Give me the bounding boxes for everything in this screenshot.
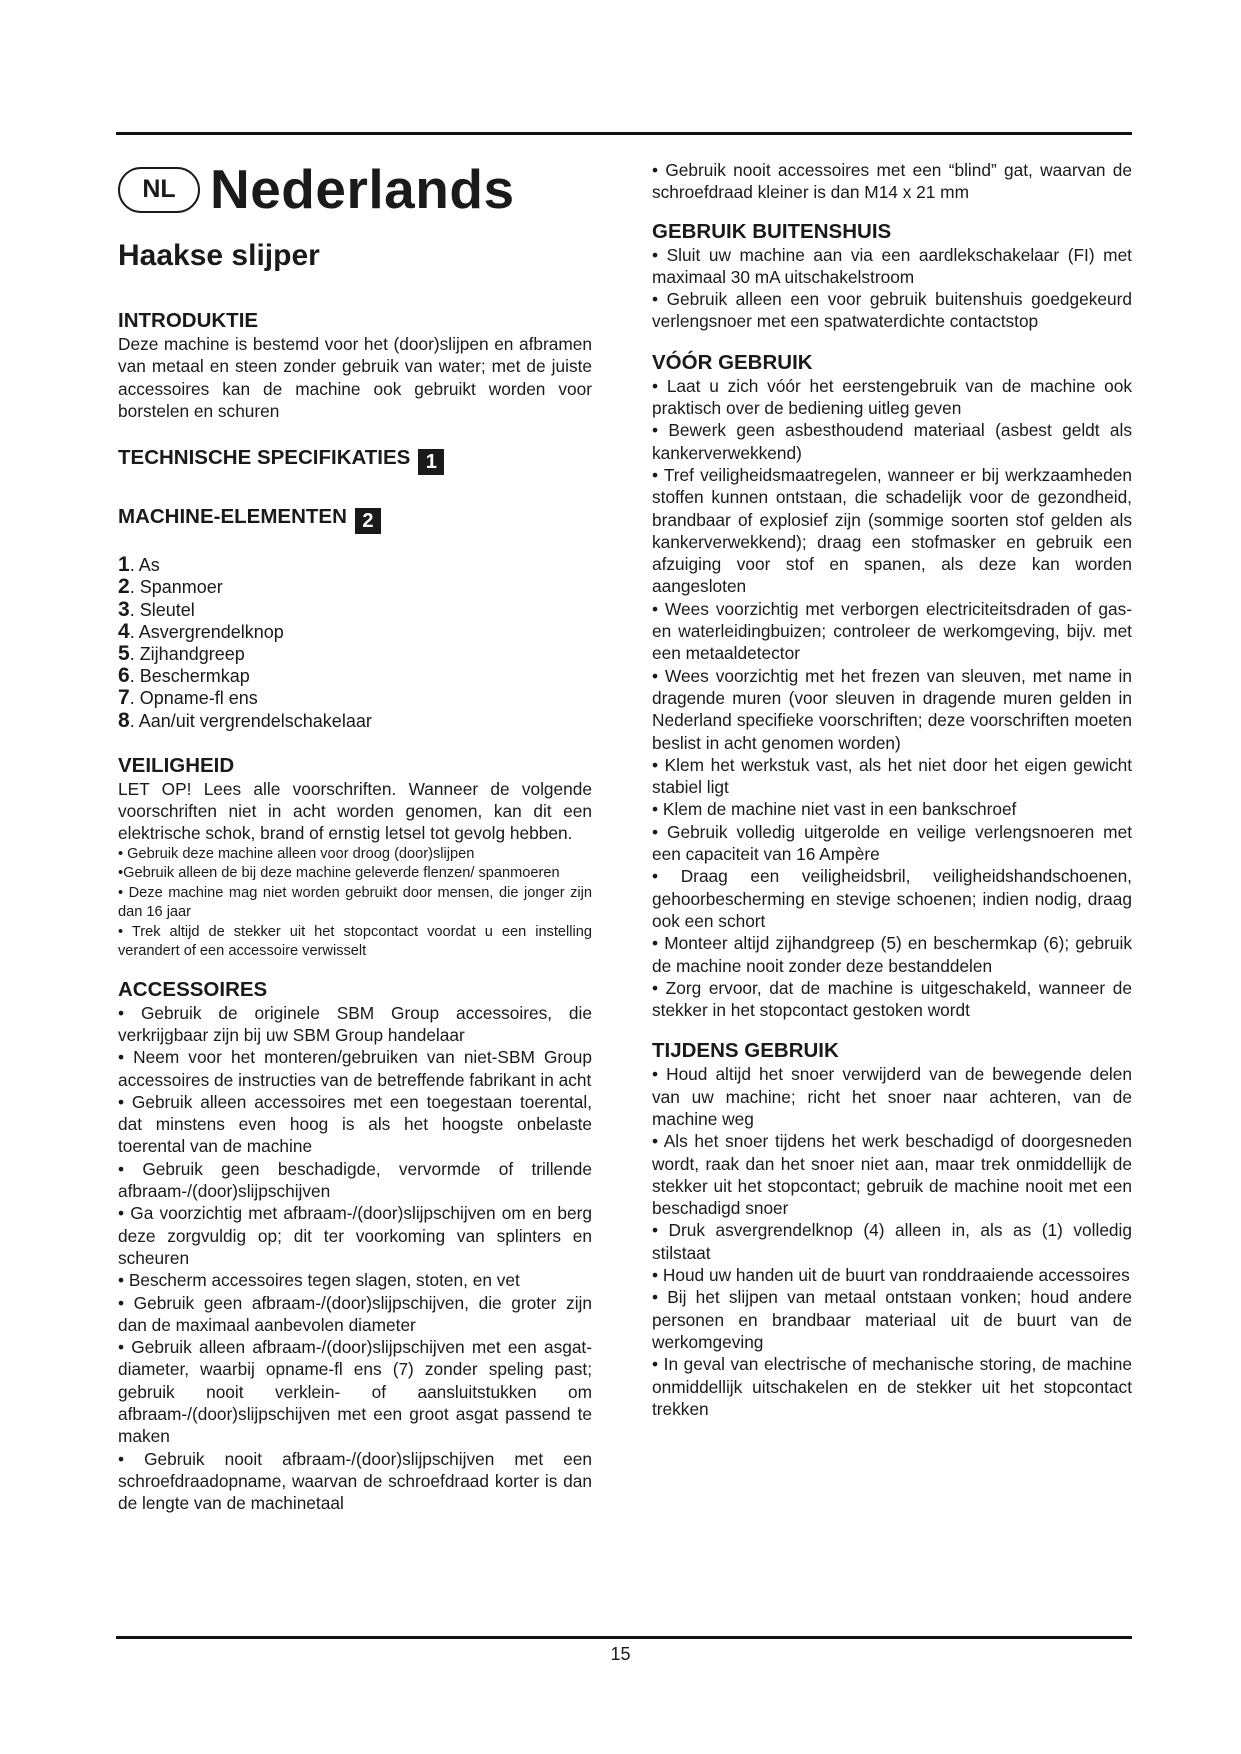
element-number: 2 [118, 575, 130, 599]
element-item [118, 576, 592, 598]
element-item [118, 687, 592, 709]
accessory-bullet: • Gebruik alleen afbraam-/(door)slijpschijven met een asgat-diameter, waarbij opname-fl ens (7) zonder speling past; gebruik nooit verklein- of aansluitstukken om afbraam-/(door)slijpschijven met een groot asgat passend te maken [118, 1337, 592, 1447]
tijdens-gebruik-bullets [652, 1063, 1132, 1420]
accessory-bullet: • Bescherm accessoires tegen slagen, stoten, en vet [118, 1270, 520, 1291]
accessory-bullet: • Gebruik nooit afbraam-/(door)slijpschijven met een schroefdraadopname, waarvan de schroefdraad korter is dan de lengte van de machinetaal [118, 1448, 592, 1514]
before-use-bullet: • Klem het werkstuk vast, als het niet door het eigen gewicht stabiel ligt [652, 754, 1132, 798]
element-item [118, 665, 592, 687]
before-use-bullet: • Tref veiligheidsmaatregelen, wanneer er bij werkzaamheden stoffen kunnen ontstaan, die schadelijk voor de gezondheid, brandbaar of explosief zijn (sommige soorten stof gelden als kankerverwekkend); draag een stofmasker en gebruik een afzuiging voor stof en spanen, als deze kan worden aangesloten [652, 464, 1132, 597]
during-use-bullet: • Als het snoer tijdens het werk beschadigd of doorgesneden wordt, raak dan het snoer niet aan, maar trek onmiddellijk de stekker uit het stopcontact; gebruik de machine nooit met een beschadigd snoer [652, 1131, 1132, 1219]
veiligheid-bullets [118, 845, 592, 962]
buitenshuis-heading: GEBRUIK BUITENSHUIS [652, 219, 892, 243]
blind-hole-bullet: • Gebruik nooit accessoires met een “blind” gat, waarvan de schroefdraad kleiner is dan M14 x 21 mm [652, 160, 1132, 203]
accessoires-heading: ACCESSOIRES [118, 977, 268, 1001]
element-number: 7 [118, 686, 130, 710]
elements-list [118, 554, 592, 732]
top-rule [116, 132, 1132, 135]
language-badge: NL [118, 167, 200, 213]
specs-figure-ref: 1 [418, 449, 444, 475]
elements-figure-ref: 2 [355, 508, 381, 534]
accessory-bullet: • Gebruik alleen accessoires met een toegestaan toerental, dat minstens even hoog is als het hoogste onbelaste toerental van de machine [118, 1091, 592, 1157]
accessory-bullet: • Gebruik geen beschadigde, vervormde of trillende afbraam-/(door)slijpschijven [118, 1158, 592, 1202]
element-item [118, 599, 592, 621]
veiligheid-text: LET OP! Lees alle voorschriften. Wanneer de volgende voorschriften niet in acht worden genomen, kan dit een elektrische schok, brand of ernstig letsel tot gevolg hebben. [118, 778, 592, 844]
element-label: . Spanmoer [129, 577, 223, 598]
during-use-bullet: • Bij het slijpen van metaal ontstaan vonken; houd andere personen en brandbaar materiaal uit de buurt van de werkomgeving [652, 1287, 1132, 1352]
element-label: . As [129, 555, 160, 576]
element-number: 5 [118, 642, 130, 665]
elements-heading-label: MACHINE-ELEMENTEN [118, 505, 347, 529]
outdoor-bullet: • Sluit uw machine aan via een aardlekschakelaar (FI) met maximaal 30 mA uitschakelstroom [652, 244, 1132, 287]
safety-bullet: • Deze machine mag niet worden gebruikt door mensen, die jonger zijn dan 16 jaar [118, 884, 592, 921]
introduktie-heading: INTRODUKTIE [118, 309, 259, 332]
accessory-bullet: • Ga voorzichtig met afbraam-/(door)slijpschijven om en berg deze zorgvuldig op; dit ter voorkoming van splinters en scheuren [118, 1203, 592, 1268]
left-column [118, 158, 592, 1515]
tijdens-heading: TIJDENS GEBRUIK [652, 1039, 839, 1063]
specs-heading-label: TECHNISCHE SPECIFIKATIES [118, 446, 411, 470]
right-column [652, 159, 1132, 1420]
element-number: 6 [118, 664, 130, 688]
before-use-bullet: • Monteer altijd zijhandgreep (5) en beschermkap (6); gebruik de machine nooit zonder deze bestanddelen [652, 933, 1132, 976]
product-title: Haakse slijper [118, 239, 320, 272]
element-number: 1 [118, 553, 130, 577]
before-use-bullet: • Zorg ervoor, dat de machine is uitgeschakeld, wanneer de stekker in het stopcontact gestoken wordt [652, 977, 1132, 1021]
before-use-bullet: • Wees voorzichtig met verborgen electriciteitsdraden of gas- en waterleidingbuizen; controleer de werkomgeving, bijv. met een metaaldetector [652, 598, 1132, 664]
accessory-bullet: • Gebruik de originele SBM Group accessoires, die verkrijgbaar zijn bij uw SBM Group handelaar [118, 1002, 592, 1045]
before-use-bullet: • Bewerk geen asbesthoudend materiaal (asbest geldt als kankerverwekkend) [652, 420, 1132, 463]
during-use-bullet: • In geval van electrische of mechanische storing, de machine onmiddellijk uitschakelen en de stekker uit het stopcontact trekken [652, 1354, 1132, 1419]
element-item [118, 621, 592, 643]
introduktie-text: Deze machine is bestemd voor het (door)slijpen en afbramen van metaal en steen zonder gebruik van water; met de juiste accessoires kan de machine ook gebruikt worden voor borstelen en schuren [118, 334, 592, 421]
element-label: . Beschermkap [129, 666, 250, 687]
element-item [118, 643, 592, 665]
element-number: 8 [118, 708, 130, 732]
elements-heading [118, 505, 592, 534]
element-label: . Aan/uit vergrendelschakelaar [129, 710, 372, 731]
veiligheid-heading: VEILIGHEID [118, 753, 235, 777]
element-number: 4 [118, 619, 130, 643]
outdoor-bullet: • Gebruik alleen een voor gebruik buitenshuis goedgekeurd verlengsnoer met een spatwaterdichte contactstop [652, 289, 1132, 332]
before-use-bullet: • Draag een veiligheidsbril, veiligheidshandschoenen, gehoorbescherming en stevige schoenen; indien nodig, draag ook een schort [652, 866, 1132, 931]
accessory-bullet: • Gebruik geen afbraam-/(door)slijpschijven, die groter zijn dan de maximaal aanbevolen diameter [118, 1292, 592, 1335]
voor-gebruik-bullets [652, 375, 1132, 1022]
element-label: . Opname-fl ens [129, 688, 258, 709]
before-use-bullet: • Gebruik volledig uitgerolde en veilige verlengsnoeren met een capaciteit van 16 Ampère [652, 821, 1132, 865]
page-number: 15 [610, 1644, 631, 1664]
accessoires-bullets [118, 1002, 592, 1515]
element-item [118, 710, 592, 732]
safety-bullet: • Gebruik deze machine alleen voor droog (door)slijpen [118, 845, 475, 862]
element-item [118, 554, 592, 576]
safety-bullet: •Gebruik alleen de bij deze machine geleverde flenzen/ spanmoeren [118, 865, 560, 882]
safety-bullet: • Trek altijd de stekker uit het stopcontact voordat u een instelling verandert of een accessoire verwisselt [118, 923, 592, 960]
before-use-bullet: • Laat u zich vóór het eerstengebruik van de machine ook praktisch over de bediening uitleg geven [652, 375, 1132, 419]
during-use-bullet: • Houd uw handen uit de buurt van ronddraaiende accessoires [652, 1265, 1130, 1286]
element-label: . Asvergrendelknop [129, 621, 284, 642]
buitenshuis-bullets [652, 244, 1132, 333]
voor-gebruik-heading: VÓÓR GEBRUIK [652, 350, 813, 374]
language-header [118, 158, 592, 220]
during-use-bullet: • Houd altijd het snoer verwijderd van de bewegende delen van uw machine; richt het snoer naar achteren, van de machine weg [652, 1064, 1132, 1129]
accessory-bullet: • Neem voor het monteren/gebruiken van niet-SBM Group accessoires de instructies van de betreffende fabrikant in acht [118, 1047, 592, 1090]
language-title: Nederlands [210, 158, 515, 220]
element-label: . Sleutel [129, 599, 195, 620]
before-use-bullet: • Klem de machine niet vast in een bankschroef [652, 799, 1017, 820]
during-use-bullet: • Druk asvergrendelknop (4) alleen in, als as (1) volledig stilstaat [652, 1220, 1132, 1263]
element-number: 3 [118, 597, 130, 621]
bottom-rule [116, 1636, 1132, 1639]
element-label: . Zijhandgreep [129, 644, 245, 664]
specs-heading [118, 446, 592, 475]
before-use-bullet: • Wees voorzichtig met het frezen van sleuven, met name in dragende muren (voor sleuven in dragende muren gelden in Nederland specifieke voorschriften; deze voorschriften moeten beslist in acht genomen worden) [652, 665, 1132, 753]
